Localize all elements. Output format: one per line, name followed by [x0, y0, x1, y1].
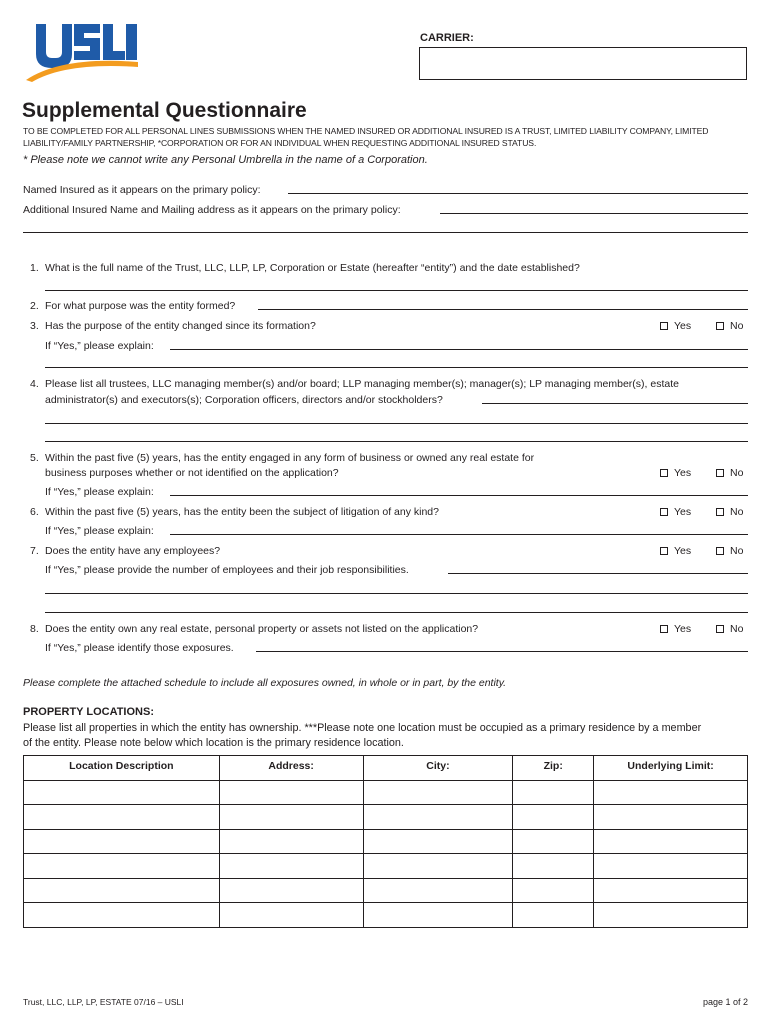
question-5-explain-field[interactable] [170, 495, 748, 496]
underlying-limit-cell[interactable] [594, 805, 748, 830]
question-7-explain-label: If “Yes,” please provide the number of employees and their job responsibilities. [45, 564, 409, 576]
question-5-line-2: business purposes whether or not identified on the application? [45, 467, 339, 479]
question-7: 7. Does the entity have any employees? [30, 545, 221, 557]
additional-insured-label: Additional Insured Name and Mailing address as it appears on the primary policy: [23, 204, 401, 216]
table-row [24, 829, 748, 854]
schedule-note: Please complete the attached schedule to include all exposures owned, in whole or in part, by the entity. [23, 677, 507, 689]
carrier-label: CARRIER: [420, 32, 474, 44]
question-3: 3. Has the purpose of the entity changed since its formation? [30, 320, 316, 332]
column-underlying-limit: Underlying Limit: [594, 756, 748, 781]
zip-cell[interactable] [513, 878, 594, 903]
question-8-yes-checkbox[interactable]: Yes [660, 623, 691, 635]
address-cell[interactable] [219, 780, 363, 805]
underlying-limit-cell[interactable] [594, 878, 748, 903]
named-insured-label: Named Insured as it appears on the primary policy: [23, 184, 261, 196]
question-4-line-2: administrator(s) and executors(s); Corporation officers, directors and/or stockholders? [45, 394, 443, 406]
question-6: 6. Within the past five (5) years, has the entity been the subject of litigation of any kind? [30, 506, 439, 518]
zip-cell[interactable] [513, 903, 594, 928]
question-8-explain-label: If “Yes,” please identify those exposures. [45, 642, 234, 654]
footer-form-id: Trust, LLC, LLP, LP, ESTATE 07/16 – USLI [23, 997, 184, 1007]
question-5-no-checkbox[interactable]: No [716, 467, 743, 479]
question-7-explain-field[interactable] [448, 573, 748, 574]
location-description-cell[interactable] [24, 829, 220, 854]
underlying-limit-cell[interactable] [594, 780, 748, 805]
underlying-limit-cell[interactable] [594, 854, 748, 879]
column-location-description: Location Description [24, 756, 220, 781]
additional-insured-line-2[interactable] [23, 232, 748, 233]
table-row [24, 805, 748, 830]
city-cell[interactable] [363, 780, 513, 805]
page-title: Supplemental Questionnaire [22, 99, 307, 122]
question-4: 4. Please list all trustees, LLC managing member(s) and/or board; LLP managing member(s); manager(s); LP managing member(s), estate [30, 378, 679, 390]
question-3-explain-label: If “Yes,” please explain: [45, 340, 154, 352]
footer-page-number: page 1 of 2 [702, 997, 748, 1007]
location-description-cell[interactable] [24, 780, 220, 805]
question-8-explain-field[interactable] [256, 651, 748, 652]
city-cell[interactable] [363, 829, 513, 854]
question-3-explain-field[interactable] [170, 349, 748, 350]
question-7-yes-checkbox[interactable]: Yes [660, 545, 691, 557]
instructions: TO BE COMPLETED FOR ALL PERSONAL LINES SUBMISSIONS WHEN THE NAMED INSURED OR ADDITIONAL INSURED IS A TRUST, LIMITED LIABILITY COMPANY, LIMITED LIABILITY/FAMILY PARTNERSHIP, *CORPORATION OR FOR AN INDIVIDUAL WHEN REQUESTING ADDITIONAL INSURED STATUS. [23, 126, 709, 148]
zip-cell[interactable] [513, 854, 594, 879]
question-4-answer[interactable] [482, 403, 748, 404]
table-header-row [24, 756, 748, 781]
question-4-answer-line-2[interactable] [45, 423, 748, 424]
zip-cell[interactable] [513, 805, 594, 830]
location-description-cell[interactable] [24, 903, 220, 928]
question-2-answer[interactable] [258, 309, 748, 310]
question-5-yes-checkbox[interactable]: Yes [660, 467, 691, 479]
column-zip: Zip: [513, 756, 594, 781]
question-3-explain-line-2[interactable] [45, 367, 748, 368]
property-locations-table [23, 755, 748, 928]
question-7-explain-line-3[interactable] [45, 612, 748, 613]
question-8-no-checkbox[interactable]: No [716, 623, 743, 635]
question-8: 8. Does the entity own any real estate, personal property or assets not listed on the application? [30, 623, 479, 635]
question-6-yes-checkbox[interactable]: Yes [660, 506, 691, 518]
carrier-field[interactable] [419, 47, 747, 80]
location-description-cell[interactable] [24, 878, 220, 903]
address-cell[interactable] [219, 829, 363, 854]
location-description-cell[interactable] [24, 854, 220, 879]
additional-insured-field[interactable] [440, 213, 748, 214]
city-cell[interactable] [363, 805, 513, 830]
address-cell[interactable] [219, 903, 363, 928]
property-heading: PROPERTY LOCATIONS: [23, 706, 154, 718]
question-1-answer[interactable] [45, 290, 748, 291]
question-6-explain-label: If “Yes,” please explain: [45, 525, 154, 537]
question-6-explain-field[interactable] [170, 534, 748, 535]
zip-cell[interactable] [513, 780, 594, 805]
address-cell[interactable] [219, 805, 363, 830]
umbrella-note: * Please note we cannot write any Personal Umbrella in the name of a Corporation. [23, 154, 428, 166]
address-cell[interactable] [219, 878, 363, 903]
usli-logo [22, 20, 140, 82]
city-cell[interactable] [363, 854, 513, 879]
column-city: City: [363, 756, 513, 781]
named-insured-field[interactable] [288, 193, 748, 194]
question-5-explain-label: If “Yes,” please explain: [45, 486, 154, 498]
table-row [24, 878, 748, 903]
question-2: 2. For what purpose was the entity formed? [30, 300, 236, 312]
table-row [24, 854, 748, 879]
question-5: 5. Within the past five (5) years, has the entity engaged in any form of business or owned any real estate for [30, 452, 535, 464]
address-cell[interactable] [219, 854, 363, 879]
property-instructions-2: of the entity. Please note below which location is the primary residence location. [23, 737, 404, 749]
question-7-explain-line-2[interactable] [45, 593, 748, 594]
city-cell[interactable] [363, 878, 513, 903]
question-3-yes-checkbox[interactable]: Yes [660, 320, 691, 332]
question-4-answer-line-3[interactable] [45, 441, 748, 442]
question-3-no-checkbox[interactable]: No [716, 320, 743, 332]
table-row [24, 903, 748, 928]
city-cell[interactable] [363, 903, 513, 928]
question-7-no-checkbox[interactable]: No [716, 545, 743, 557]
property-instructions-1: Please list all properties in which the entity has ownership. ***Please note one location must be occupied as a primary residence by a member [23, 722, 702, 734]
zip-cell[interactable] [513, 829, 594, 854]
underlying-limit-cell[interactable] [594, 903, 748, 928]
location-description-cell[interactable] [24, 805, 220, 830]
table-row [24, 780, 748, 805]
column-address: Address: [219, 756, 363, 781]
question-6-no-checkbox[interactable]: No [716, 506, 743, 518]
question-1: 1. What is the full name of the Trust, LLC, LLP, LP, Corporation or Estate (hereafter “entity”) and the date established? [30, 262, 580, 274]
underlying-limit-cell[interactable] [594, 829, 748, 854]
